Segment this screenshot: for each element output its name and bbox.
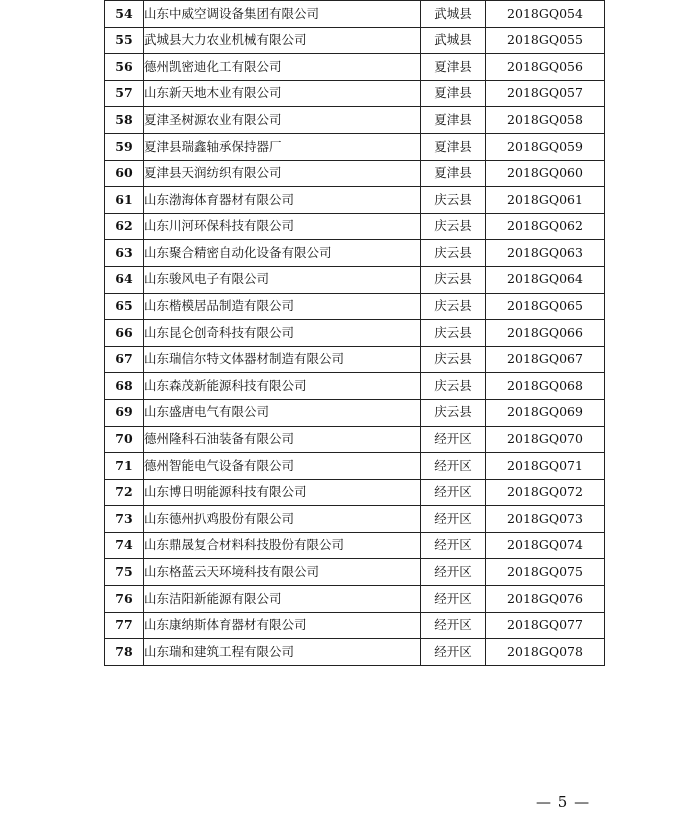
county-name: 经开区	[421, 559, 486, 586]
certificate-code: 2018GQ072	[486, 479, 605, 506]
certificate-code: 2018GQ061	[486, 187, 605, 214]
county-name: 庆云县	[421, 346, 486, 373]
company-name: 山东聚合精密自动化设备有限公司	[144, 240, 421, 267]
table-body	[105, 1, 605, 666]
table-row	[105, 612, 605, 639]
company-name: 山东骏风电子有限公司	[144, 266, 421, 293]
company-name: 山东中威空调设备集团有限公司	[144, 1, 421, 28]
certificate-code: 2018GQ060	[486, 160, 605, 187]
county-name: 经开区	[421, 532, 486, 559]
company-name: 山东德州扒鸡股份有限公司	[144, 506, 421, 533]
certificate-code: 2018GQ077	[486, 612, 605, 639]
row-number: 78	[105, 639, 144, 666]
row-number: 65	[105, 293, 144, 320]
certificate-code: 2018GQ055	[486, 27, 605, 54]
row-number: 66	[105, 320, 144, 347]
row-number: 56	[105, 54, 144, 81]
table-row	[105, 559, 605, 586]
row-number: 59	[105, 133, 144, 160]
table-row	[105, 586, 605, 613]
table-row	[105, 27, 605, 54]
county-name: 经开区	[421, 479, 486, 506]
county-name: 夏津县	[421, 133, 486, 160]
county-name: 经开区	[421, 506, 486, 533]
company-name: 山东瑞和建筑工程有限公司	[144, 639, 421, 666]
company-name: 夏津圣树源农业有限公司	[144, 107, 421, 134]
company-name: 德州凯密迪化工有限公司	[144, 54, 421, 81]
county-name: 庆云县	[421, 293, 486, 320]
page-number: — 5 —	[536, 793, 591, 811]
table-row	[105, 639, 605, 666]
table-row	[105, 320, 605, 347]
certificate-code: 2018GQ078	[486, 639, 605, 666]
certificate-code: 2018GQ054	[486, 1, 605, 28]
table-row	[105, 346, 605, 373]
county-name: 庆云县	[421, 399, 486, 426]
county-name: 武城县	[421, 27, 486, 54]
table-row	[105, 479, 605, 506]
enterprise-table	[104, 0, 605, 666]
county-name: 庆云县	[421, 187, 486, 214]
certificate-code: 2018GQ073	[486, 506, 605, 533]
row-number: 72	[105, 479, 144, 506]
company-name: 山东康纳斯体育器材有限公司	[144, 612, 421, 639]
county-name: 庆云县	[421, 320, 486, 347]
table-row	[105, 213, 605, 240]
table-row	[105, 293, 605, 320]
table-row	[105, 453, 605, 480]
row-number: 54	[105, 1, 144, 28]
table-row	[105, 373, 605, 400]
county-name: 经开区	[421, 612, 486, 639]
table-row	[105, 426, 605, 453]
table-row	[105, 266, 605, 293]
county-name: 经开区	[421, 586, 486, 613]
row-number: 73	[105, 506, 144, 533]
certificate-code: 2018GQ069	[486, 399, 605, 426]
row-number: 60	[105, 160, 144, 187]
row-number: 69	[105, 399, 144, 426]
county-name: 夏津县	[421, 160, 486, 187]
table-row	[105, 107, 605, 134]
row-number: 74	[105, 532, 144, 559]
table-row	[105, 160, 605, 187]
certificate-code: 2018GQ057	[486, 80, 605, 107]
county-name: 庆云县	[421, 266, 486, 293]
company-name: 山东新天地木业有限公司	[144, 80, 421, 107]
table-row	[105, 240, 605, 267]
county-name: 夏津县	[421, 54, 486, 81]
row-number: 71	[105, 453, 144, 480]
company-name: 山东渤海体育器材有限公司	[144, 187, 421, 214]
row-number: 68	[105, 373, 144, 400]
county-name: 庆云县	[421, 373, 486, 400]
certificate-code: 2018GQ067	[486, 346, 605, 373]
company-name: 山东川河环保科技有限公司	[144, 213, 421, 240]
certificate-code: 2018GQ059	[486, 133, 605, 160]
company-name: 德州智能电气设备有限公司	[144, 453, 421, 480]
row-number: 76	[105, 586, 144, 613]
table-row	[105, 532, 605, 559]
company-name: 武城县大力农业机械有限公司	[144, 27, 421, 54]
table-row	[105, 187, 605, 214]
county-name: 经开区	[421, 639, 486, 666]
company-name: 山东洁阳新能源有限公司	[144, 586, 421, 613]
row-number: 64	[105, 266, 144, 293]
certificate-code: 2018GQ074	[486, 532, 605, 559]
certificate-code: 2018GQ070	[486, 426, 605, 453]
company-name: 夏津县天润纺织有限公司	[144, 160, 421, 187]
table-row	[105, 54, 605, 81]
row-number: 67	[105, 346, 144, 373]
county-name: 庆云县	[421, 213, 486, 240]
county-name: 夏津县	[421, 107, 486, 134]
certificate-code: 2018GQ065	[486, 293, 605, 320]
row-number: 55	[105, 27, 144, 54]
company-name: 山东森茂新能源科技有限公司	[144, 373, 421, 400]
certificate-code: 2018GQ075	[486, 559, 605, 586]
company-name: 夏津县瑞鑫轴承保持器厂	[144, 133, 421, 160]
row-number: 70	[105, 426, 144, 453]
certificate-code: 2018GQ071	[486, 453, 605, 480]
county-name: 经开区	[421, 453, 486, 480]
row-number: 58	[105, 107, 144, 134]
row-number: 63	[105, 240, 144, 267]
row-number: 77	[105, 612, 144, 639]
row-number: 61	[105, 187, 144, 214]
certificate-code: 2018GQ056	[486, 54, 605, 81]
certificate-code: 2018GQ064	[486, 266, 605, 293]
county-name: 庆云县	[421, 240, 486, 267]
company-name: 山东鼎晟复合材料科技股份有限公司	[144, 532, 421, 559]
company-name: 山东格蓝云天环境科技有限公司	[144, 559, 421, 586]
table-row	[105, 1, 605, 28]
company-name: 山东瑞信尔特文体器材制造有限公司	[144, 346, 421, 373]
table-row	[105, 506, 605, 533]
row-number: 62	[105, 213, 144, 240]
company-name: 德州隆科石油装备有限公司	[144, 426, 421, 453]
row-number: 75	[105, 559, 144, 586]
certificate-code: 2018GQ068	[486, 373, 605, 400]
county-name: 夏津县	[421, 80, 486, 107]
table-row	[105, 80, 605, 107]
company-name: 山东楷模居品制造有限公司	[144, 293, 421, 320]
table-row	[105, 399, 605, 426]
county-name: 经开区	[421, 426, 486, 453]
company-name: 山东昆仑创奇科技有限公司	[144, 320, 421, 347]
table-row	[105, 133, 605, 160]
company-name: 山东博日明能源科技有限公司	[144, 479, 421, 506]
row-number: 57	[105, 80, 144, 107]
company-name: 山东盛唐电气有限公司	[144, 399, 421, 426]
certificate-code: 2018GQ062	[486, 213, 605, 240]
certificate-code: 2018GQ076	[486, 586, 605, 613]
certificate-code: 2018GQ066	[486, 320, 605, 347]
certificate-code: 2018GQ058	[486, 107, 605, 134]
county-name: 武城县	[421, 1, 486, 28]
certificate-code: 2018GQ063	[486, 240, 605, 267]
